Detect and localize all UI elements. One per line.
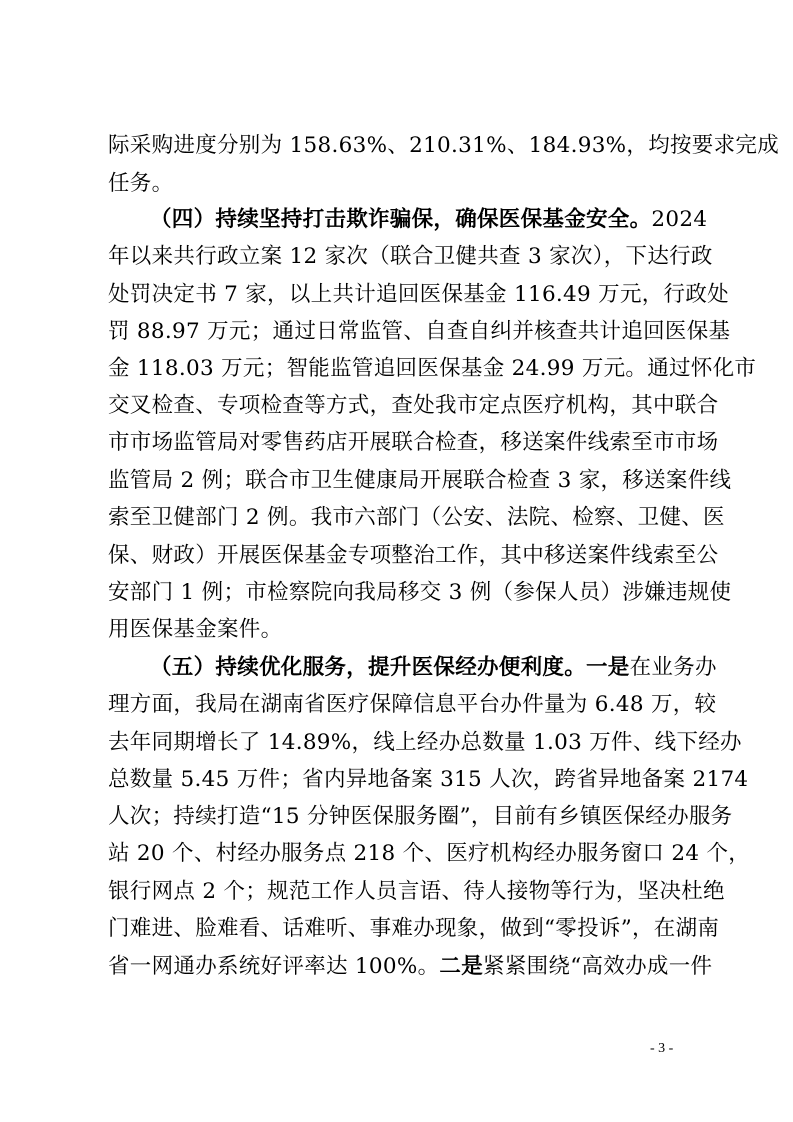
- emphasis-second: 二是: [439, 954, 484, 979]
- section-heading-line: [150, 203, 708, 237]
- line-text: 2024: [651, 207, 708, 232]
- paragraph-line: [108, 389, 719, 423]
- line-text: 在业务办: [629, 655, 717, 680]
- paragraph-line: [108, 352, 757, 386]
- line-text: 交叉检查、专项检查等方式，查处我市定点医疗机构，其中联合: [108, 393, 719, 418]
- line-text: 人次；持续打造“15 分钟医保服务圈”，目前有乡镇医保经办服务: [108, 804, 733, 829]
- paragraph-line: [108, 912, 720, 946]
- paragraph-line: [108, 240, 713, 274]
- line-text: 金 118.03 万元；智能监管追回医保基金 24.99 万元。通过怀化市: [108, 356, 757, 381]
- paragraph-line: [108, 501, 725, 535]
- paragraph-line: [108, 800, 733, 834]
- line-text: 省一网通办系统好评率达 100%。: [108, 954, 440, 979]
- line-text: 处罚决定书 7 家，以上共计追回医保基金 116.49 万元，行政处: [108, 282, 729, 307]
- line-text: 市市场监管局对零售药店开展联合检查，移送案件线索至市市场: [108, 430, 719, 455]
- paragraph-line: [108, 426, 719, 460]
- line-text: 年以来共行政立案 12 家次（联合卫健共查 3 家次），下达行政: [108, 244, 713, 269]
- line-text: 紧紧围绕“高效办成一件: [483, 954, 713, 979]
- page-number: - 3 -: [650, 1041, 674, 1056]
- line-text: 保、财政）开展医保基金专项整治工作，其中移送案件线索至公: [108, 543, 719, 568]
- paragraph-line: [108, 875, 725, 909]
- line-text: 任务。: [108, 171, 174, 196]
- paragraph-line: [108, 763, 749, 797]
- paragraph-line: [108, 278, 729, 312]
- paragraph-line: [108, 315, 731, 349]
- line-text: 索至卫健部门 2 例。我市六部门（公安、法院、检察、卫健、医: [108, 505, 725, 530]
- line-text: 理方面，我局在湖南省医疗保障信息平台办件量为 6.48 万，较: [108, 692, 717, 717]
- line-text: 去年同期增长了 14.89%，线上经办总数量 1.03 万件、线下经办: [108, 730, 742, 755]
- paragraph-line: [108, 129, 780, 163]
- line-text: 罚 88.97 万元；通过日常监管、自查自纠并核查共计追回医保基: [108, 319, 731, 344]
- line-text: 总数量 5.45 万件；省内异地备案 315 人次，跨省异地备案 2174: [108, 767, 749, 792]
- paragraph-line: [108, 837, 751, 871]
- line-text: 安部门 1 例；市检察院向我局移交 3 例（参保人员）涉嫌违规使: [108, 580, 732, 605]
- paragraph-line: [108, 688, 717, 722]
- paragraph-line: [108, 167, 693, 201]
- line-text: 站 20 个、村经办服务点 218 个、医疗机构经办服务窗口 24 个，: [108, 841, 751, 866]
- paragraph-line: [108, 539, 719, 573]
- paragraph-line: [108, 950, 713, 984]
- paragraph-line: [108, 613, 693, 647]
- line-text: 际采购进度分别为 158.63%、210.31%、184.93%，均按要求完成: [108, 133, 780, 158]
- paragraph-line: [108, 576, 732, 610]
- section-heading-line: [150, 651, 717, 685]
- section-heading-four: （四）持续坚持打击欺诈骗保，确保医保基金安全。: [150, 207, 652, 232]
- section-heading-five: （五）持续优化服务，提升医保经办便利度。一是: [150, 655, 630, 680]
- paragraph-line: [108, 726, 742, 760]
- line-text: 监管局 2 例；联合市卫生健康局开展联合检查 3 家，移送案件线: [108, 468, 732, 493]
- line-text: 银行网点 2 个；规范工作人员言语、待人接物等行为，坚决杜绝: [108, 879, 725, 904]
- line-text: 用医保基金案件。: [108, 617, 283, 642]
- line-text: 门难进、脸难看、话难听、事难办现象，做到“零投诉”，在湖南: [108, 916, 720, 941]
- paragraph-line: [108, 464, 732, 498]
